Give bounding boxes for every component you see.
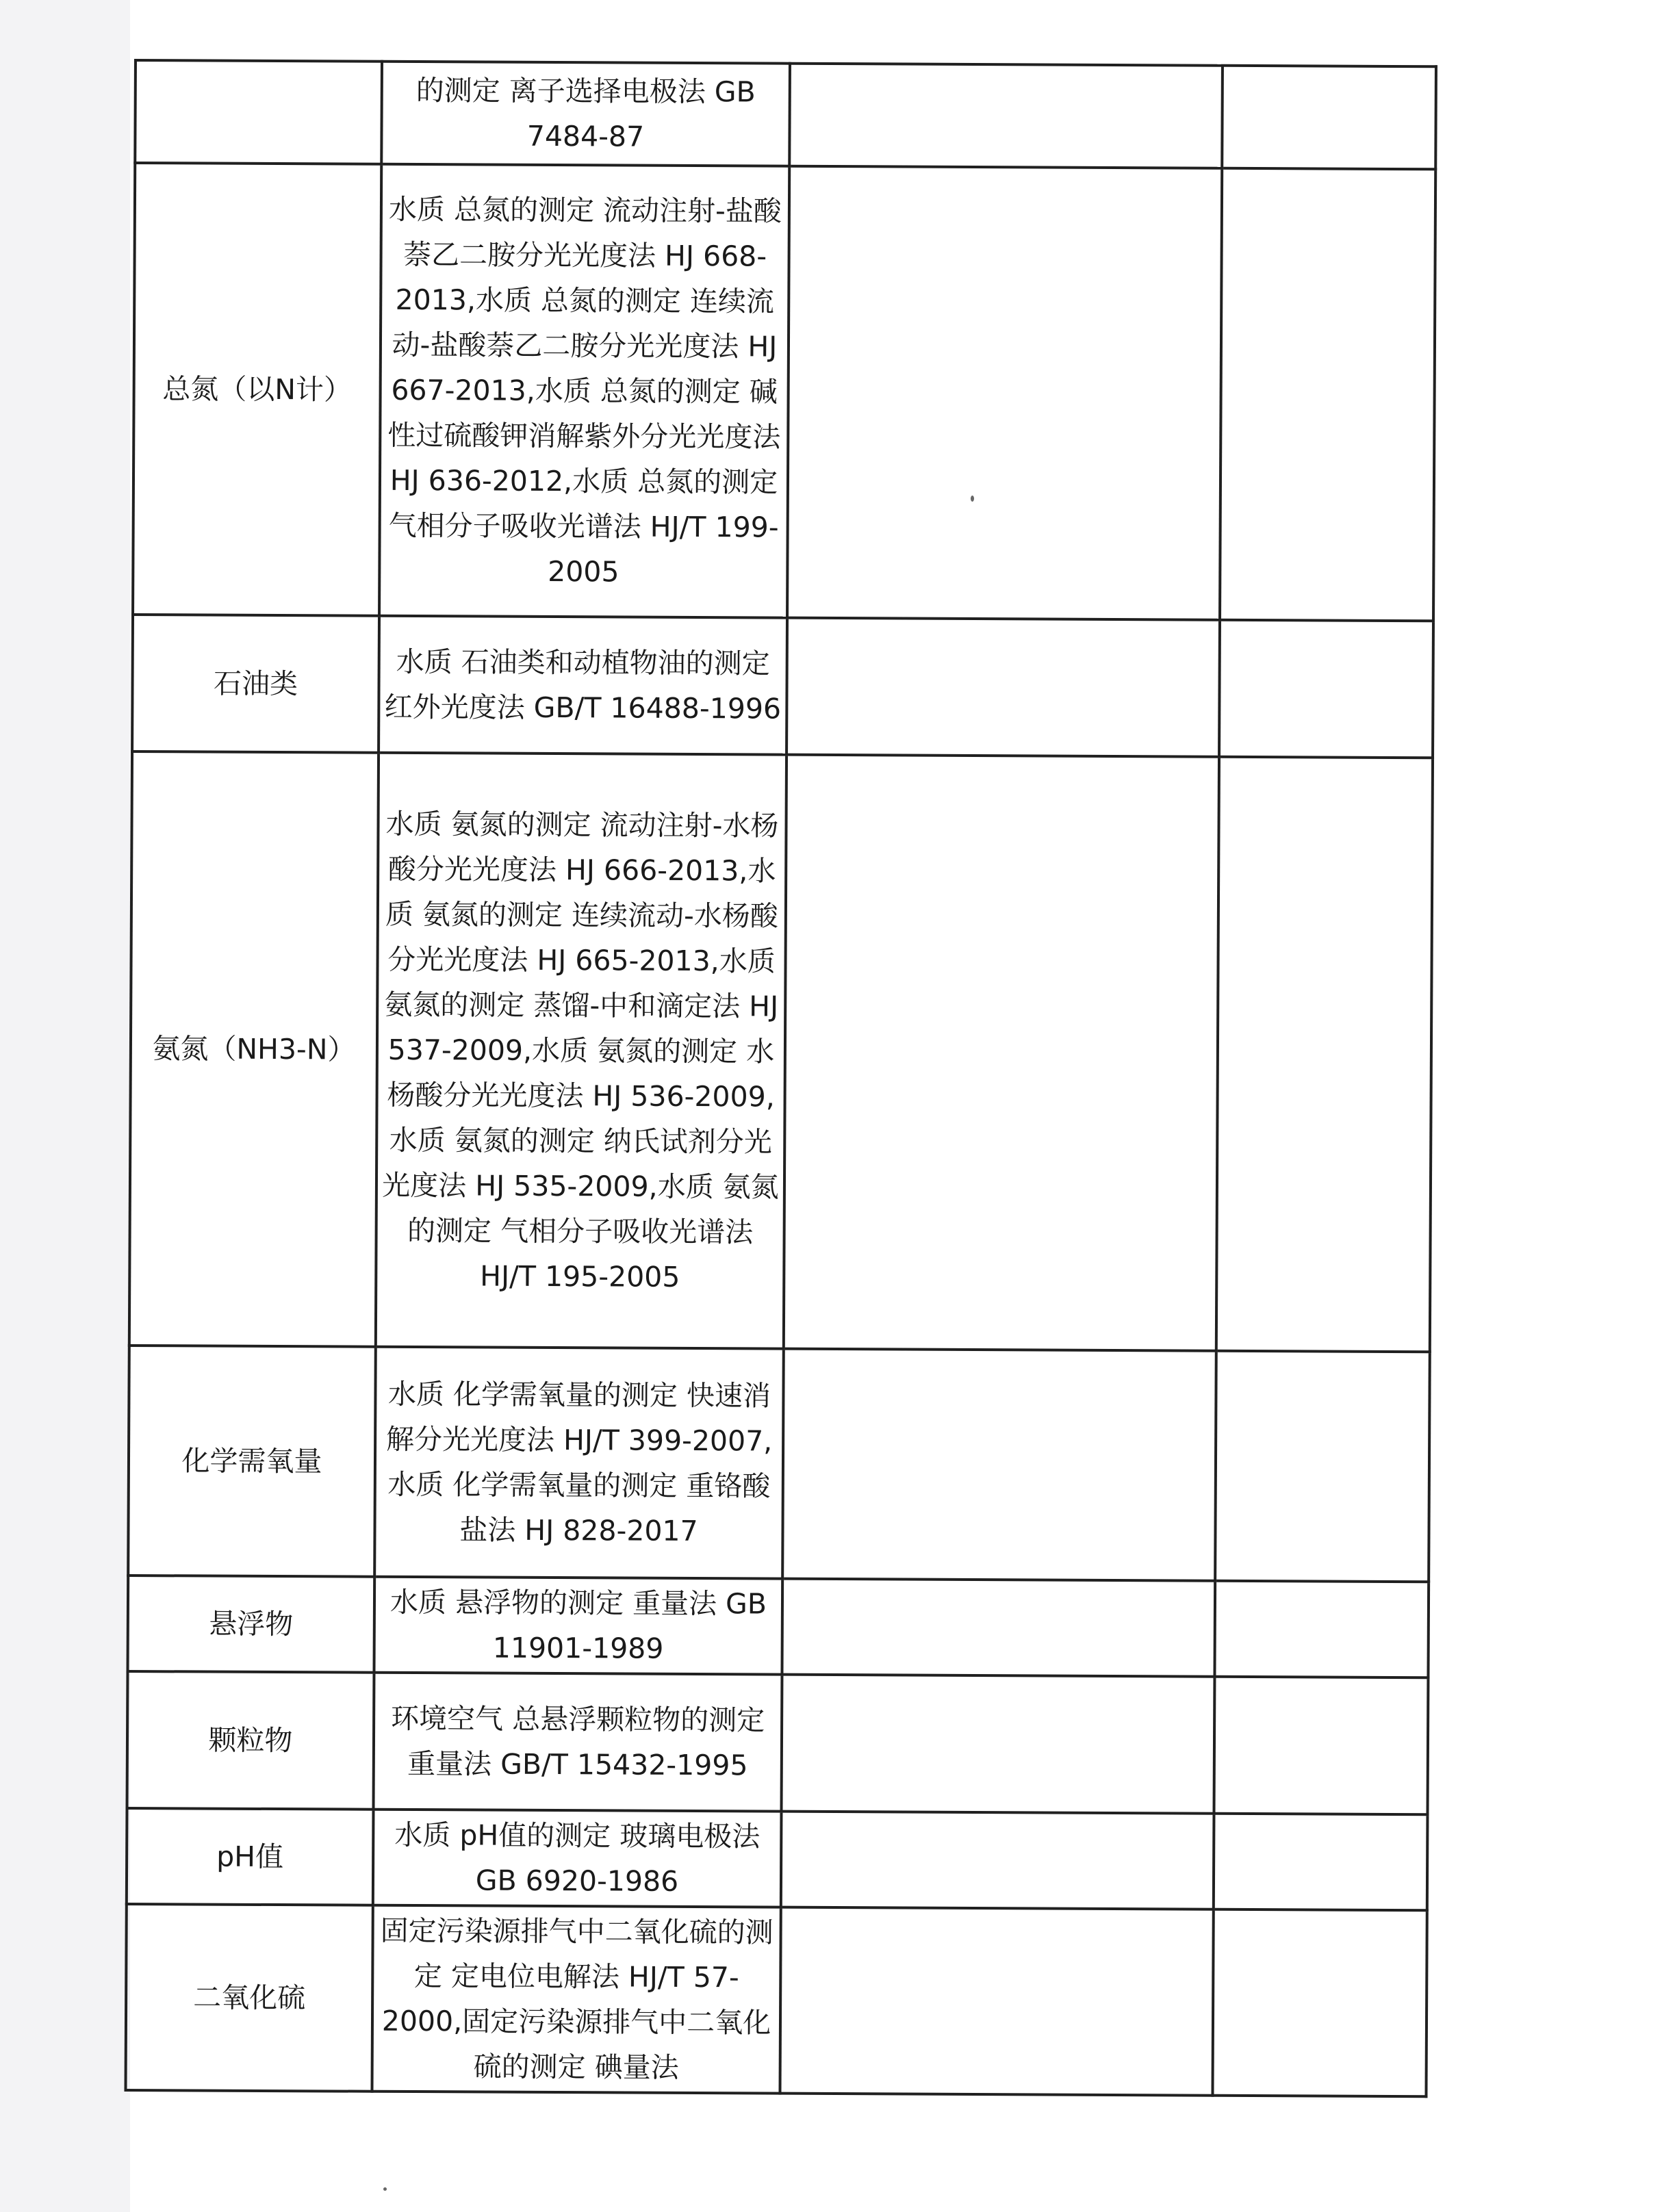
blank-cell xyxy=(782,1579,1215,1677)
item-cell: 颗粒物 xyxy=(127,1671,374,1810)
table-row xyxy=(125,1904,1427,2096)
item-cell: 二氧化硫 xyxy=(125,1904,372,2092)
blank-cell xyxy=(782,1349,1216,1581)
method-cell: 固定污染源排气中二氧化硫的测定 定电位电解法 HJ/T 57-2000,固定污染源排气中二氧化硫的测定 碘量法 xyxy=(372,1905,780,2094)
method-cell: 的测定 离子选择电极法 GB 7484-87 xyxy=(381,62,790,166)
blank-cell xyxy=(1222,66,1436,170)
blank-cell xyxy=(1212,1909,1427,2097)
blank-cell xyxy=(781,1675,1214,1814)
table-row xyxy=(132,615,1433,758)
blank-cell xyxy=(780,1907,1213,2096)
table-row xyxy=(133,163,1435,621)
table-row xyxy=(135,60,1436,169)
table-row xyxy=(127,1576,1429,1677)
blank-cell xyxy=(1219,620,1433,758)
item-cell: 氨氮（NH3-N） xyxy=(129,751,379,1347)
blank-cell xyxy=(1214,1581,1429,1678)
table-row xyxy=(127,1671,1429,1814)
method-cell: 水质 石油类和动植物油的测定 红外光度法 GB/T 16488-1996 xyxy=(379,616,787,755)
blank-cell xyxy=(781,1812,1214,1909)
method-cell: 环境空气 总悬浮颗粒物的测定 重量法 GB/T 15432-1995 xyxy=(374,1673,782,1812)
item-cell: 化学需氧量 xyxy=(128,1346,376,1577)
blank-cell xyxy=(787,166,1222,620)
blank-cell xyxy=(787,618,1220,757)
method-cell: 水质 总氮的测定 流动注射-盐酸萘乙二胺分光光度法 HJ 668-2013,水质 总氮的测定 连续流动-盐酸萘乙二胺分光光度法 HJ 667-2013,水质 总氮的测定 碱性过硫酸钾消解紫外分光光度法 HJ 636-2012,水质 总氮的测定 气相分子吸收光谱法 HJ/T 199-2005 xyxy=(379,164,789,618)
method-cell: 水质 化学需氧量的测定 快速消解分光光度法 HJ/T 399-2007,水质 化学需氧量的测定 重铬酸盐法 HJ 828-2017 xyxy=(374,1347,784,1579)
item-cell: 石油类 xyxy=(132,615,379,753)
blank-cell xyxy=(784,755,1219,1351)
method-cell: 水质 氨氮的测定 流动注射-水杨酸分光光度法 HJ 666-2013,水质 氨氮的测定 连续流动-水杨酸分光光度法 HJ 665-2013,水质 氨氮的测定 蒸馏-中和滴定法 HJ 537-2009,水质 氨氮的测定 水杨酸分光光度法 HJ 536-2009,水质 氨氮的测定 纳氏试剂分光光度法 HJ 535-2009,水质 氨氮的测定 气相分子吸收光谱法 HJ/T 195-2005 xyxy=(376,753,787,1349)
blank-cell xyxy=(1215,1351,1430,1582)
blank-cell xyxy=(1214,1814,1428,1911)
blank-cell xyxy=(1214,1677,1428,1815)
table-row xyxy=(128,1346,1430,1582)
scan-speck xyxy=(383,2187,387,2191)
scan-speck xyxy=(971,496,974,502)
method-table xyxy=(124,59,1437,2098)
blank-cell xyxy=(1220,168,1435,621)
item-cell: 悬浮物 xyxy=(127,1576,374,1673)
method-cell: 水质 pH值的测定 玻璃电极法 GB 6920-1986 xyxy=(373,1810,782,1907)
item-cell xyxy=(135,60,382,164)
method-cell: 水质 悬浮物的测定 重量法 GB 11901-1989 xyxy=(374,1577,782,1675)
blank-cell xyxy=(1216,757,1433,1352)
table-row xyxy=(129,751,1433,1352)
item-cell: 总氮（以N计） xyxy=(133,163,381,616)
blank-cell xyxy=(789,64,1223,168)
item-cell: pH值 xyxy=(127,1808,374,1905)
table-row xyxy=(127,1808,1428,1910)
